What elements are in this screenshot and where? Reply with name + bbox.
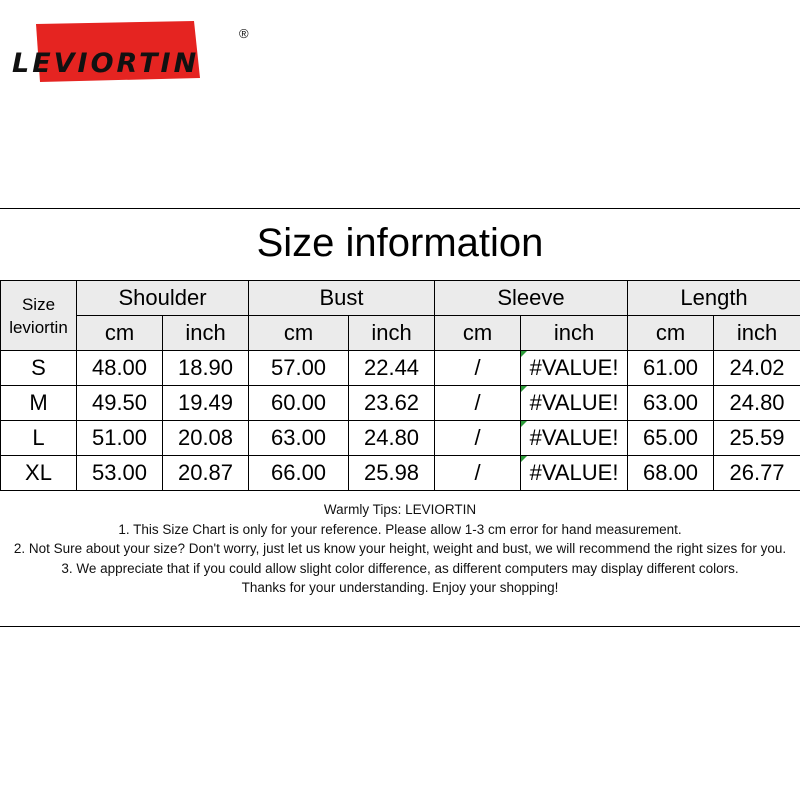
measurement-cell: / [435, 386, 521, 421]
group-header-sleeve: Sleeve [435, 281, 628, 316]
chart-title: Size information [256, 221, 544, 265]
table-row [1, 421, 800, 456]
measurement-cell: 53.00 [77, 456, 163, 491]
measurement-cell: 60.00 [249, 386, 349, 421]
measurement-cell: 26.77 [714, 456, 800, 491]
group-header-shoulder: Shoulder [77, 281, 249, 316]
measurement-cell: #VALUE! [521, 386, 628, 421]
tip-line: 3. We appreciate that if you could allow slight color difference, as different computers may display different colors. [61, 560, 739, 576]
size-cell: XL [1, 456, 77, 491]
size-header-line-1: Size [21, 294, 56, 314]
measurement-cell: 49.50 [77, 386, 163, 421]
measurement-cell: 25.59 [714, 421, 800, 456]
measurement-cell: 24.02 [714, 351, 800, 386]
unit-header: cm [249, 316, 349, 351]
unit-header: inch [714, 316, 800, 351]
measurement-cell: 24.80 [349, 421, 435, 456]
measurement-cell: 20.87 [163, 456, 249, 491]
measurement-cell: 61.00 [628, 351, 714, 386]
group-header-bust: Bust [249, 281, 435, 316]
unit-header: inch [349, 316, 435, 351]
measurement-cell: 19.49 [163, 386, 249, 421]
tip-line: 2. Not Sure about your size? Don't worry, just let us know your height, weight and bust, we will recommend the right sizes for you. [13, 541, 787, 556]
size-cell: L [1, 421, 77, 456]
size-chart [0, 208, 800, 627]
measurement-cell: 65.00 [628, 421, 714, 456]
measurement-cell: 57.00 [249, 351, 349, 386]
brand-name: LEVIORTIN [12, 48, 200, 79]
header-row-groups [1, 281, 800, 316]
measurement-cell: 22.44 [349, 351, 435, 386]
header-row-units [1, 316, 800, 351]
tip-line: 1. This Size Chart is only for your reference. Please allow 1-3 cm error for hand measurement. [118, 521, 682, 537]
unit-header: cm [435, 316, 521, 351]
unit-header: inch [521, 316, 628, 351]
measurement-cell: 63.00 [628, 386, 714, 421]
brand-logo [8, 18, 248, 88]
measurement-cell: 25.98 [349, 456, 435, 491]
warm-tips [0, 500, 800, 598]
group-header-length: Length [628, 281, 800, 316]
tip-line: Warmly Tips: LEVIORTIN [323, 502, 477, 517]
tip-line: Thanks for your understanding. Enjoy your shopping! [241, 580, 559, 595]
measurement-cell: 18.90 [163, 351, 249, 386]
measurement-cell: 20.08 [163, 421, 249, 456]
measurement-cell: 63.00 [249, 421, 349, 456]
size-header-line-2: leviortin [9, 317, 68, 337]
table-row [1, 456, 800, 491]
measurement-cell: 66.00 [249, 456, 349, 491]
table-row [1, 386, 800, 421]
unit-header: cm [628, 316, 714, 351]
measurement-cell: 51.00 [77, 421, 163, 456]
size-cell: M [1, 386, 77, 421]
measurement-cell: 48.00 [77, 351, 163, 386]
measurement-cell: #VALUE! [521, 421, 628, 456]
measurement-cell: / [435, 456, 521, 491]
measurement-cell: / [435, 351, 521, 386]
size-table [0, 280, 800, 491]
measurement-cell: #VALUE! [521, 456, 628, 491]
unit-header: cm [77, 316, 163, 351]
table-row [1, 351, 800, 386]
registered-mark: ® [239, 26, 249, 41]
measurement-cell: #VALUE! [521, 351, 628, 386]
size-cell: S [1, 351, 77, 386]
measurement-cell: 23.62 [349, 386, 435, 421]
measurement-cell: / [435, 421, 521, 456]
measurement-cell: 68.00 [628, 456, 714, 491]
size-column-header [1, 281, 77, 351]
unit-header: inch [163, 316, 249, 351]
measurement-cell: 24.80 [714, 386, 800, 421]
